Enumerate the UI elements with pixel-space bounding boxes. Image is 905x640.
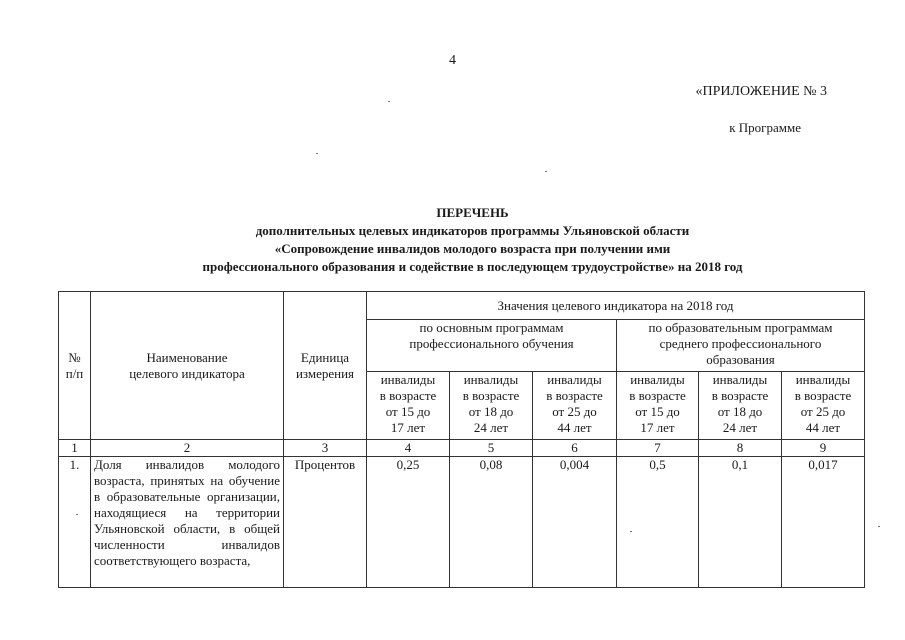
row-value: 0,004 <box>533 457 617 588</box>
header-sub-5: инвалиды в возрасте от 18 до 24 лет <box>699 372 782 440</box>
row-value: 0,017 <box>782 457 865 588</box>
column-number: 6 <box>533 440 617 457</box>
header-sub-4: инвалиды в возрасте от 15 до 17 лет <box>617 372 699 440</box>
title-line-4: профессионального образования и содействие в последующем трудоустройстве» на 2018 год <box>202 259 743 274</box>
row-value: 0,5 <box>617 457 699 588</box>
column-number: 8 <box>699 440 782 457</box>
row-unit: Процентов <box>284 457 367 588</box>
scan-speck <box>630 531 632 532</box>
row-num: 1. <box>59 457 91 588</box>
page-number: 4 <box>449 53 456 68</box>
header-num: № п/п <box>59 292 91 440</box>
indicators-table <box>58 291 865 588</box>
title-line-3: «Сопровождение инвалидов молодого возраста при получении ими <box>274 241 671 256</box>
scan-speck <box>545 171 547 172</box>
column-number: 5 <box>450 440 533 457</box>
header-values-group: Значения целевого индикатора на 2018 год <box>367 292 865 320</box>
appendix-program-ref: к Программе <box>729 120 801 135</box>
header-sub-3: инвалиды в возрасте от 25 до 44 лет <box>533 372 617 440</box>
column-number: 7 <box>617 440 699 457</box>
header-sub-2: инвалиды в возрасте от 18 до 24 лет <box>450 372 533 440</box>
header-group-secondary: по образовательным программам среднего профессионального образования <box>617 320 865 372</box>
header-sub-1: инвалиды в возрасте от 15 до 17 лет <box>367 372 450 440</box>
scan-speck <box>388 101 390 102</box>
header-name: Наименование целевого индикатора <box>91 292 284 440</box>
row-indicator-name: Доля инвалидов молодого возраста, принятых на обучение в образовательные организации, находящиеся на территории Ульяновской области, в общей численности инвалидов соответствующего возраста, <box>91 457 284 588</box>
scan-speck <box>76 514 78 515</box>
header-sub-6: инвалиды в возрасте от 25 до 44 лет <box>782 372 865 440</box>
column-number: 2 <box>91 440 284 457</box>
row-value: 0,08 <box>450 457 533 588</box>
column-number: 9 <box>782 440 865 457</box>
scan-speck <box>878 526 880 527</box>
document-title <box>60 204 885 276</box>
header-group-basic: по основным программам профессионального обучения <box>367 320 617 372</box>
title-line-2: дополнительных целевых индикаторов программы Ульяновской области <box>255 223 690 238</box>
title-line-1: ПЕРЕЧЕНЬ <box>436 205 509 220</box>
column-number: 4 <box>367 440 450 457</box>
row-value: 0,1 <box>699 457 782 588</box>
column-number: 3 <box>284 440 367 457</box>
table-row <box>59 457 865 588</box>
column-number: 1 <box>59 440 91 457</box>
row-value: 0,25 <box>367 457 450 588</box>
header-unit: Единица измерения <box>284 292 367 440</box>
appendix-label: «ПРИЛОЖЕНИЕ № 3 <box>695 84 827 99</box>
scan-speck <box>316 153 318 154</box>
